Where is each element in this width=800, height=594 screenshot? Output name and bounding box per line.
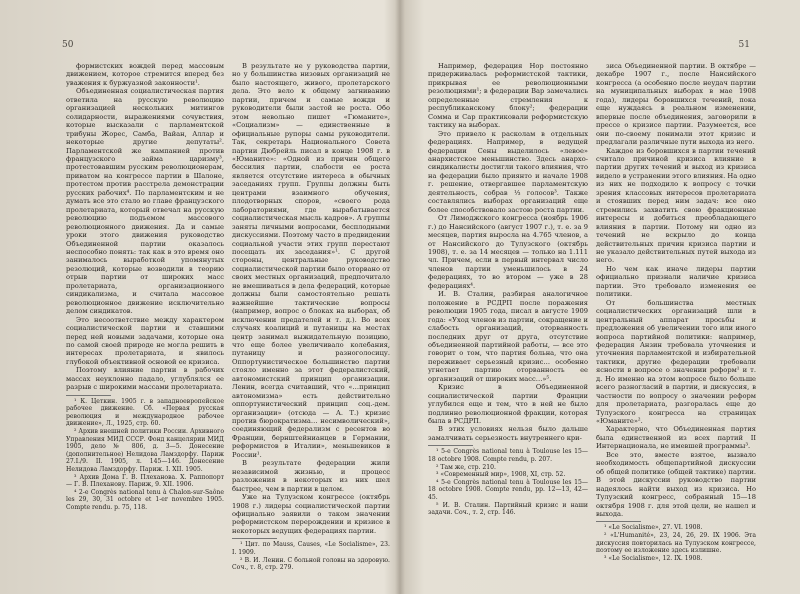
footnote: ² Там же, стр. 210.	[436, 463, 496, 471]
footnote: ³ Архив Дома Г. В. Плеханова. X. Раппопорт — Г. В. Плеханову. Париж, 9. XII. 1906.	[66, 473, 224, 489]
right-page	[402, 0, 800, 594]
footnote: ¹ 5-e Congrès national tenu à Toulouse les 15—18 octobre 1908. Compte rendu, p. 207.	[428, 448, 588, 463]
footnote-divider	[596, 521, 641, 522]
footnote: ¹ «Le Socialisme», 27. VI. 1908.	[604, 524, 703, 532]
left-col1-footnotes	[66, 398, 224, 512]
footnote: ⁴ 2-e Congrès national tenu à Chalon-sur-Saône les 29, 30, 31 octobre et 1-er novembre 1905. Compte rendu. p. 75, 118.	[66, 488, 224, 511]
footnote-divider	[232, 538, 277, 539]
paragraph: Характерно, что Объединенная партия была единственной из всех партий II Интернационала, не имевшей программы³.	[596, 425, 756, 451]
footnote: ¹ К. Цеткин. 1905 г. в западноевропейское рабочее движение. Сб. «Первая русская революция и международное рабочее движение», Л., 1925, стр. 60.	[66, 397, 224, 428]
paragraph: И. В. Сталин, разбирая аналогичное положение в РСДРП после поражения революции 1905 года, писал в августе 1909 года: «Уход членов из партии, сокращение и слабость организаций, оторванность последних друг от друга, отсутствие объединенной партийной работы, — все это говорит о том, что партия больна, что она переживает серьезный кризис… особенно угнетает партию оторванность ее организаций от широких масс…»⁵.	[428, 290, 588, 383]
footnote: ² Архив внешней политики России. Архивного Управления МИД СССР. Фонд канцелярии МИД 1905, дело № 806, д. 3—5. Донесение (дополнительное) Нелидова Ламздорфу. Париж 27.I./9. II. 1905, л. 145—146. Донесение Нелидова Ламздорфу. Париж. I. XII. 1905.	[66, 428, 224, 474]
footnote: ¹ Цит. по Mauss, Causes, «Le Socialisme», 23. I. 1909.	[232, 541, 390, 556]
paragraph: Но чем как иначе лидеры партии официально признали наличие кризиса партии. Это требовало изменения ее политики.	[596, 264, 756, 299]
footnote: ² «L'Humanité», 23, 24, 26, 29. IX 1906. Эта дискуссия повторилась на Тулузском конгрессе, поэтому ее изложение здесь излишне.	[596, 532, 756, 555]
footnote: ² В. И. Ленин. С больной головы на здоровую. Соч., т. 8, стр. 279.	[232, 556, 390, 572]
left-page-column-2	[232, 62, 390, 572]
paragraph: В результате федерации жили независимой жизнью, и процесс разложения в некоторых из них шел быстрее, чем в партии в целом.	[232, 459, 390, 493]
footnote: ³ «Современный мир», 1908, XI, стр. 52.	[436, 471, 566, 479]
paragraph: Объединенная социалистическая партия ответила на русскую революцию организацией нескольких митингов солидарности, выражениями сочувствия, которые высказали с парламентской трибуны Жорес, Самба, Вайан, Аллар и некоторые другие депутаты². Парламентской же кампанией против французского займа царизму³, протестовавшим русским революционерам, приватом на конгрессе партии в Шалоне, протестом против расстрела демонстрации русских рабочих⁴. По парламентским и не думать все это стало во главе французского пролетариата, который отвечал на русскую революцию подъемом массового революционного движения. Да и самые уроки этого движения руководство Объединенной партии оказалось неспособно понять: так как в это время оно занималось выработкой упомянутых резолюций, которые возводили в теорию отрыв партии от широких масс пролетариата, организационного синдикализма, и считала массовое революционное движение исключительно делом синдикатов.	[66, 87, 224, 316]
left-page	[0, 0, 398, 594]
right-page-column-2	[596, 62, 756, 582]
paragraph: Кризис в Объединенной социалистической партии Франции углубился еще и тем, что в ней не было подлинно революционной фракции, которая была в РСДРП.	[428, 383, 588, 426]
left-col2-body	[232, 62, 390, 535]
footnote-divider	[428, 445, 473, 446]
paragraph: Поэтому влияние партии в рабочих массах неуклонно падало, углублялся ее разрыв с широкими массами пролетариата.	[66, 366, 224, 392]
paragraph: Это привело к расколам в отдельных федерациях. Например, в ведущей федерации Сены выделилось «левое» анархистское меньшинство. Здесь анархо-синдикалисты достигли такого влияния, что на федерации было приянто и начале 1908 г. решение, отвергавшее парламентскую деятельность, собрав ⅓ голосов³. Также составлялись выборах организаций еще более способствовало застою роста партии.	[428, 129, 588, 214]
paragraph: От Лимоджского конгресса (ноябрь 1906 г.) до Нансийского (август 1907 г.), т. е. за 9 месяцев, партия выросла на 4.765 членов, а от Нансийского до Тулузского (октябрь 1908), т. е. за 14 месяцев — только на 1.111 чл. Причем, если в первый интервал число членов партии уменьшилось в 24 федерациях, то во втором — уже в 28 федерациях⁴.	[428, 214, 588, 290]
footnote-divider	[66, 395, 111, 396]
paragraph: От большинства местных социалистических организаций шли в центральный аппарат просьбы и предложения об увеличении того или иного вопроса партийной политики: например, федерация Анзин требовала уточнения и уточнения парламентской и избирательной тактики, другие федерации требовали ясности в вопросе о значении реформ¹ и т. д. Но именно на этом вопросе было больше всего разногласий в партии, и дискуссия, в частности по вопросу о значении реформ для пролетариата, разгоралась еще до Тулузского конгресса на страницах «Юманите»².	[596, 298, 756, 426]
right-col2-body	[596, 62, 756, 518]
paragraph: В результате не у руководства партии, но у большинства низовых организаций не было настоящего, живого, пролетарского дела. Это вело к общему загниванию партии, причем и самые вожди и руководители были застой не роста. Обо этом невольно пишет «Гюманите», «Социализм» — единственные в официальные рупоры самы руководители. Так, секретарь Национального Совета партии Дюбрейль писал в конце 1908 г. в «Юманите»: «Одной из причин общего бессилия партии, слабости ее роста является отсутствие интереса в обычных заседаниях групп. Группы должны быть центрами взаимного обучения, плодотворных споров, «своего рода лабораториями, где вырабатывается социалистическая мысль кадров». А группы заняты личными вопросами, бесплодными дискуссиями. Поэтому часто в предвидении социальной участи этих групп перестают посещать их заседания»¹. С другой стороны, центральные руководство социалистической партии было оторвано от своих местных организаций, предпочитало не вмешиваться в дела федераций, которые должны были самостоятельно решать важнейшие тактические вопросы (например, вопрос о блоках на выборах, об исключении предателей и т. д.). Во всех случаях коалиций и путаницы на местах центр занимал выжидательную позицию, что еще более увеличивало колебания, путаницу и разноголосицу. Оппортунистическое большинство партии стояло именно за этот федералистский, автономистский принцип организации. Ленин, всегда считавший, что «…принцип автономизма» есть действительно оппортунистический принцип соц.-дем. организации» (отсюда — А. Т.) кризис против бюрократизма… несимволический», соединяющий федерализм с ресентов во Франции, бернштейнианцев в Германии, реформистов в Италии», меньшевиков в России¹.	[232, 62, 390, 459]
left-col2-footnotes	[232, 541, 390, 571]
paragraph: Все это, вместе взятое, вызвало необходимость общепартийной дискуссии об общей политике (общей тактике) партии. В этой дискуссии руководство партии надеялось найти выход из кризиса. Но Тулузский конгресс, собранный 15—18 октября 1908 г. для этой цели, не нашел и выхода.	[596, 450, 756, 519]
right-col2-footnotes	[596, 524, 756, 562]
paragraph: зиса Объединенной партии. В октябре — декабре 1907 г., после Нансийского конгресса (а особенно после неудач партии на муниципальных выборах в мае 1908 года), лидеры боровшихся течений, пока еще нуждаясь в реальном изменении, впервые после объединения, заговорили в прессе о кризисе партии. Разумеется, все они по-своему понимали этот кризис и предлагали различные пути выхода из него.	[596, 62, 756, 147]
footnote: ⁴ 5-e Congrès national tenu à Toulouse les 15—18 octobre 1908. Compte rendu, pp. 12—13, 42—45.	[428, 478, 588, 501]
footnote: ³ «Le Socialisme», 12. IX. 1908.	[604, 554, 703, 562]
paragraph: Это несоответствие между характером социалистической партии и ставшими перед ней новыми задачами, которые она по самой своей природе не могла решить в интересах пролетариата, и явилось глубокой объективной основой ее кризиса.	[66, 315, 224, 366]
paragraph: формистских вождей перед массовым движением, которое стремится вперед без уважения к буржуазной законности¹.	[66, 62, 224, 87]
page-number-left: 50	[62, 40, 74, 50]
right-col1-body	[428, 62, 588, 442]
paragraph: Например, федерация Нор постоянно придерживалась реформистской тактики, прикрывая ее революционными резолюциями¹; в федерации Вар замечались определенные стремления к республиканскому блоку²; федерации Сомма и Сар практиковали реформистскую тактику на выборах.	[428, 62, 588, 130]
page-number-right: 51	[738, 40, 750, 50]
left-page-column-1	[66, 62, 224, 562]
right-col1-footnotes	[428, 448, 588, 516]
footnote: ⁵ И. В. Сталин. Партийный кризис и наши задачи. Соч., т. 2, стр. 146.	[428, 501, 588, 517]
paragraph: Уже на Тулузском конгрессе (октябрь 1908 г.) лидеры социалистической партии официально заявили о таком значении реформистском перерождении и кризисе в некоторых ведущих федерациях партии.	[232, 493, 390, 535]
paragraph: В этих условиях нельзя было дальше замалчивать серьезность внутреннего кри-	[428, 425, 588, 442]
right-page-column-1	[428, 62, 588, 582]
left-col1-body	[66, 62, 224, 392]
paragraph: Каждое из боровшихся в партии течений считало причиной кризиса влияние в партии других течений и выход из кризиса видело в устранении этого влияния. На одно из них не подходило к вопросу с точки зрения классовых интересов пролетариата и стоявших перед ним задач: все оно стремились захватить свою фракционные интересы и добиться преобладающего влияния в партии. Потому ни одно из течений не вскрыло до конца действительных причин кризиса партии и не указало действительных путей выхода из него.	[596, 146, 756, 265]
